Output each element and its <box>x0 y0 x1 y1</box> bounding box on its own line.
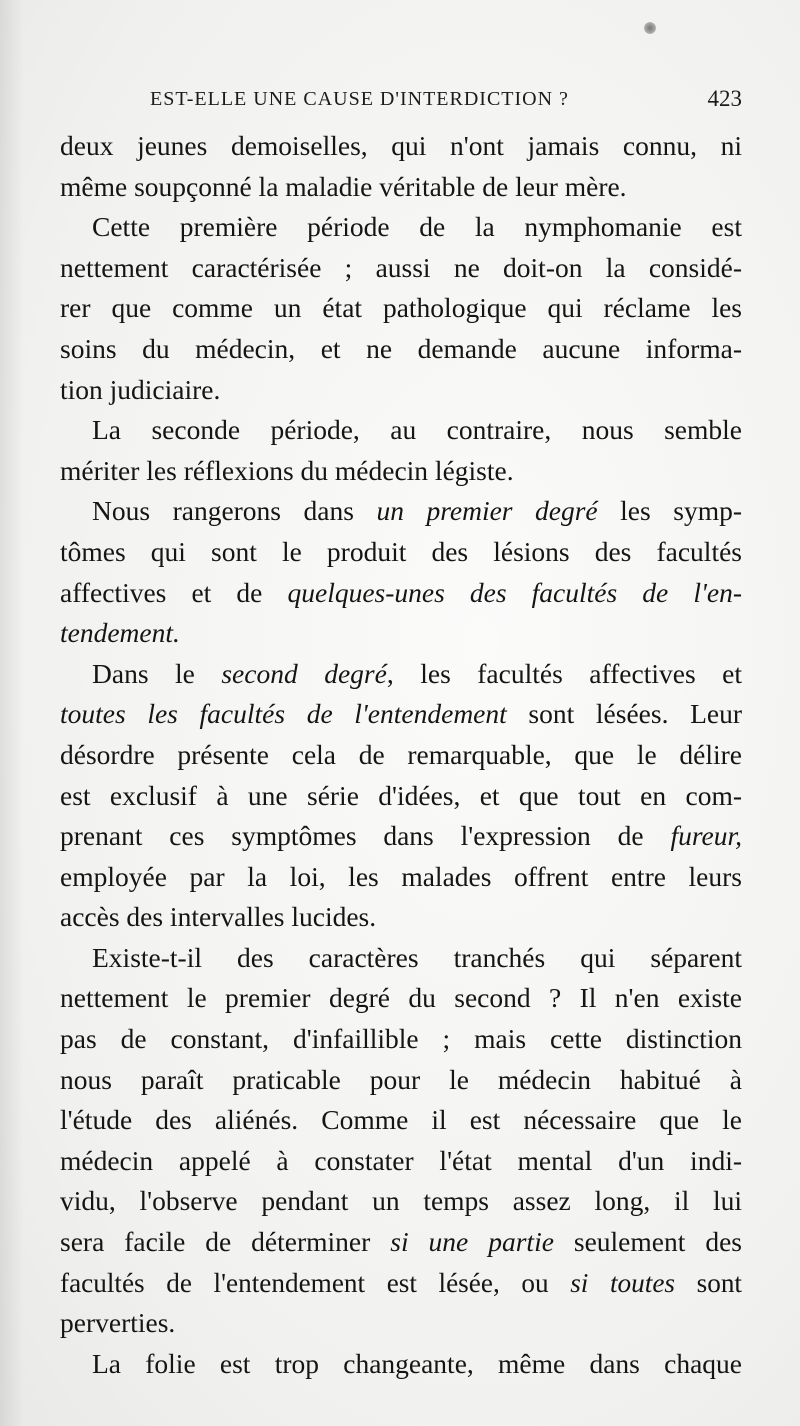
text-line: pas de constant, d'infaillible ; mais cette distinction <box>60 1023 742 1055</box>
text-line: Nous rangerons dans un premier degré les symp- <box>92 495 742 527</box>
page-number: 423 <box>707 86 742 111</box>
page-header <box>60 88 750 122</box>
text-line: Dans le second degré, les facultés affectives et <box>92 657 742 689</box>
text-line: accès des intervalles lucides. <box>60 901 377 933</box>
text-line: rer que comme un état pathologique qui réclame les <box>60 292 742 324</box>
text-line: tendement. <box>60 617 180 649</box>
text-line: vidu, l'observe pendant un temps assez long, il lui <box>60 1185 742 1217</box>
text-line: nous paraît praticable pour le médecin habitué à <box>60 1063 742 1095</box>
text-line: employée par la loi, les malades offrent entre leurs <box>60 860 742 892</box>
text-line: nettement le premier degré du second ? Il n'en existe <box>60 982 742 1014</box>
text-line: perverties. <box>60 1307 176 1339</box>
text-line: l'étude des aliénés. Comme il est nécessaire que le <box>60 1104 742 1136</box>
text-line: sera facile de déterminer si une partie seulement des <box>60 1226 742 1258</box>
text-line: tion judiciaire. <box>60 373 221 405</box>
text-line: prenant ces symptômes dans l'expression de fureur, <box>60 820 742 852</box>
text-line: toutes les facultés de l'entendement sont lésées. Leur <box>60 698 742 730</box>
text-line: même soupçonné la maladie véritable de leur mère. <box>60 170 627 202</box>
text-line: médecin appelé à constater l'état mental d'un indi- <box>60 1144 742 1176</box>
text-line: mériter les réflexions du médecin légiste. <box>60 454 514 486</box>
text-line: affectives et de quelques-unes des facultés de l'en- <box>60 576 742 608</box>
text-line: La folie est trop changeante, même dans chaque <box>92 1347 742 1379</box>
text-line: est exclusif à une série d'idées, et que tout en com- <box>60 779 742 811</box>
text-line: Existe-t-il des caractères tranchés qui séparent <box>92 941 742 973</box>
text-line: Cette première période de la nymphomanie est <box>92 211 742 243</box>
text-line: facultés de l'entendement est lésée, ou si toutes sont <box>60 1267 742 1298</box>
text-line: deux jeunes demoiselles, qui n'ont jamais connu, ni <box>60 130 742 161</box>
body-text <box>60 126 742 1384</box>
text-line: désordre présente cela de remarquable, que le délire <box>60 738 742 770</box>
ink-spot <box>644 22 656 34</box>
text-line: La seconde période, au contraire, nous semble <box>92 414 742 446</box>
running-head: EST-ELLE UNE CAUSE D'INTERDICTION ? <box>150 88 569 110</box>
text-line: nettement caractérisée ; aussi ne doit-on la considé- <box>60 251 742 283</box>
text-line: tômes qui sont le produit des lésions des facultés <box>60 535 742 567</box>
text-line: soins du médecin, et ne demande aucune informa- <box>60 332 742 364</box>
